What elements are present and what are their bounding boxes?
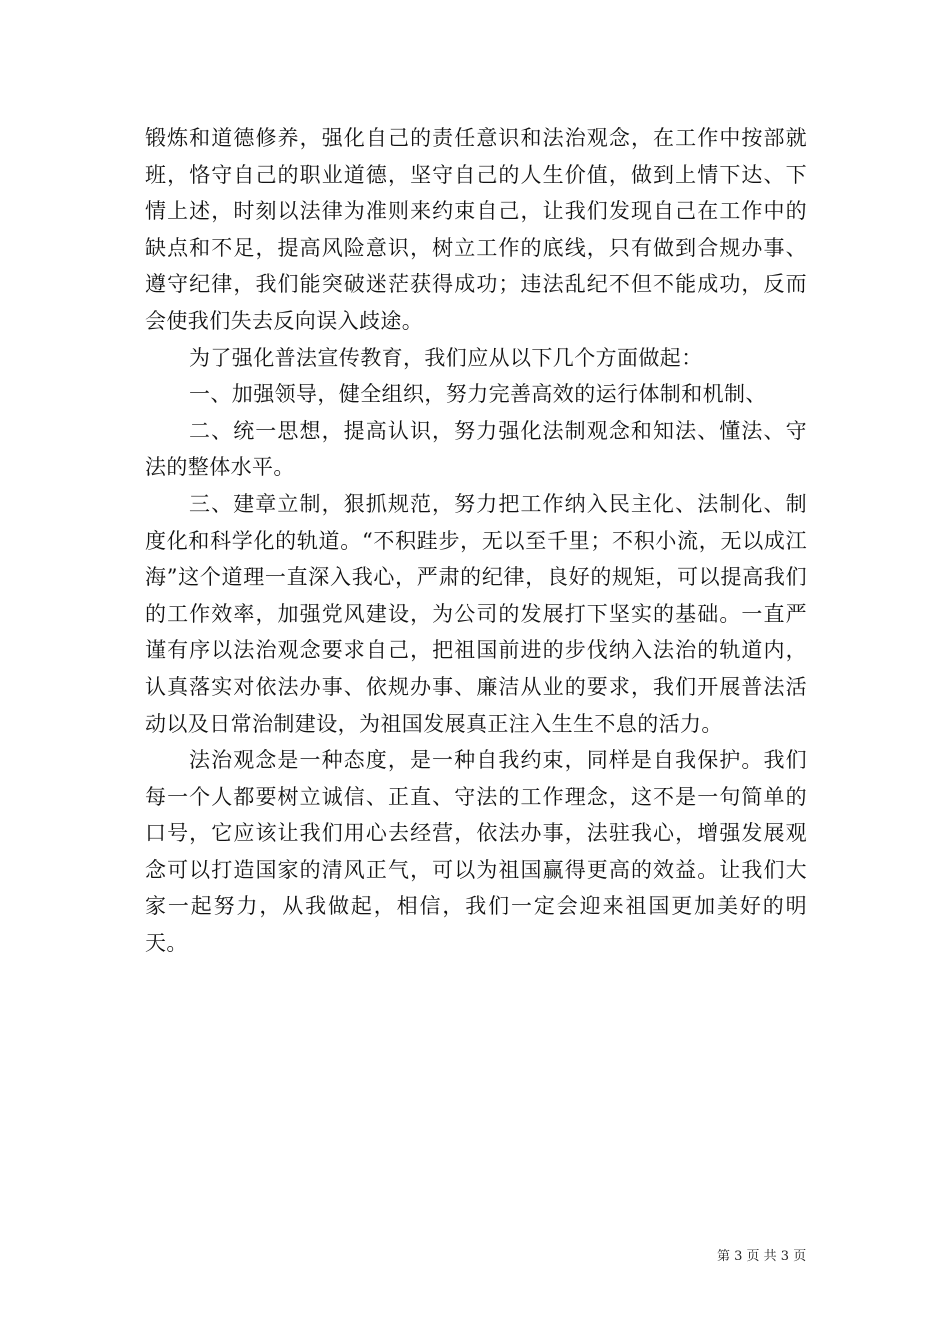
paragraph-conclusion: 法治观念是一种态度，是一种自我约束，同样是自我保护。我们每一个人都要树立诚信、正直、守法的工作理念，这不是一句简单的口号，它应该让我们用心去经营，依法办事，法驻我心，增强发展观念可以打造国家的清风正气，可以为祖国赢得更高的效益。让我们大家一起努力，从我做起，相信，我们一定会迎来祖国更加美好的明天。 bbox=[145, 748, 807, 956]
paragraph-point-3: 三、建章立制，狠抓规范，努力把工作纳入民主化、法制化、制度化和科学化的轨道。“不积跬步，无以至千里；不积小流，无以成江海”这个道理一直深入我心，严肃的纪律，良好的规矩，可以提高我们的工作效率，加强党风建设，为公司的发展打下坚实的基础。一直严谨有序以法治观念要求自己，把祖国前进的步伐纳入法治的轨道内，认真落实对依法办事、依规办事、廉洁从业的要求，我们开展普法活动以及日常治制建设，为祖国发展真正注入生生不息的活力。 bbox=[145, 491, 807, 736]
paragraph-point-1: 一、加强领导，健全组织，努力完善高效的运行体制和机制、 bbox=[189, 382, 767, 407]
paragraph-intro: 为了强化普法宣传教育，我们应从以下几个方面做起： bbox=[189, 345, 703, 370]
paragraph-continuation: 锻炼和道德修养，强化自己的责任意识和法治观念，在工作中按部就班，恪守自己的职业道德，坚守自己的人生价值，做到上情下达、下情上述，时刻以法律为准则来约束自己，让我们发现自己在工作中的缺点和不足，提高风险意识，树立工作的底线，只有做到合规办事、遵守纪律，我们能突破迷茫获得成功；违法乱纪不但不能成功，反而会使我们失去反向误入歧途。 bbox=[145, 126, 807, 333]
paragraph-point-2: 二、统一思想，提高认识，努力强化法制观念和知法、懂法、守法的整体水平。 bbox=[145, 418, 807, 480]
page-number: 第 3 页 共 3 页 bbox=[717, 1249, 807, 1264]
document-body bbox=[145, 120, 807, 962]
